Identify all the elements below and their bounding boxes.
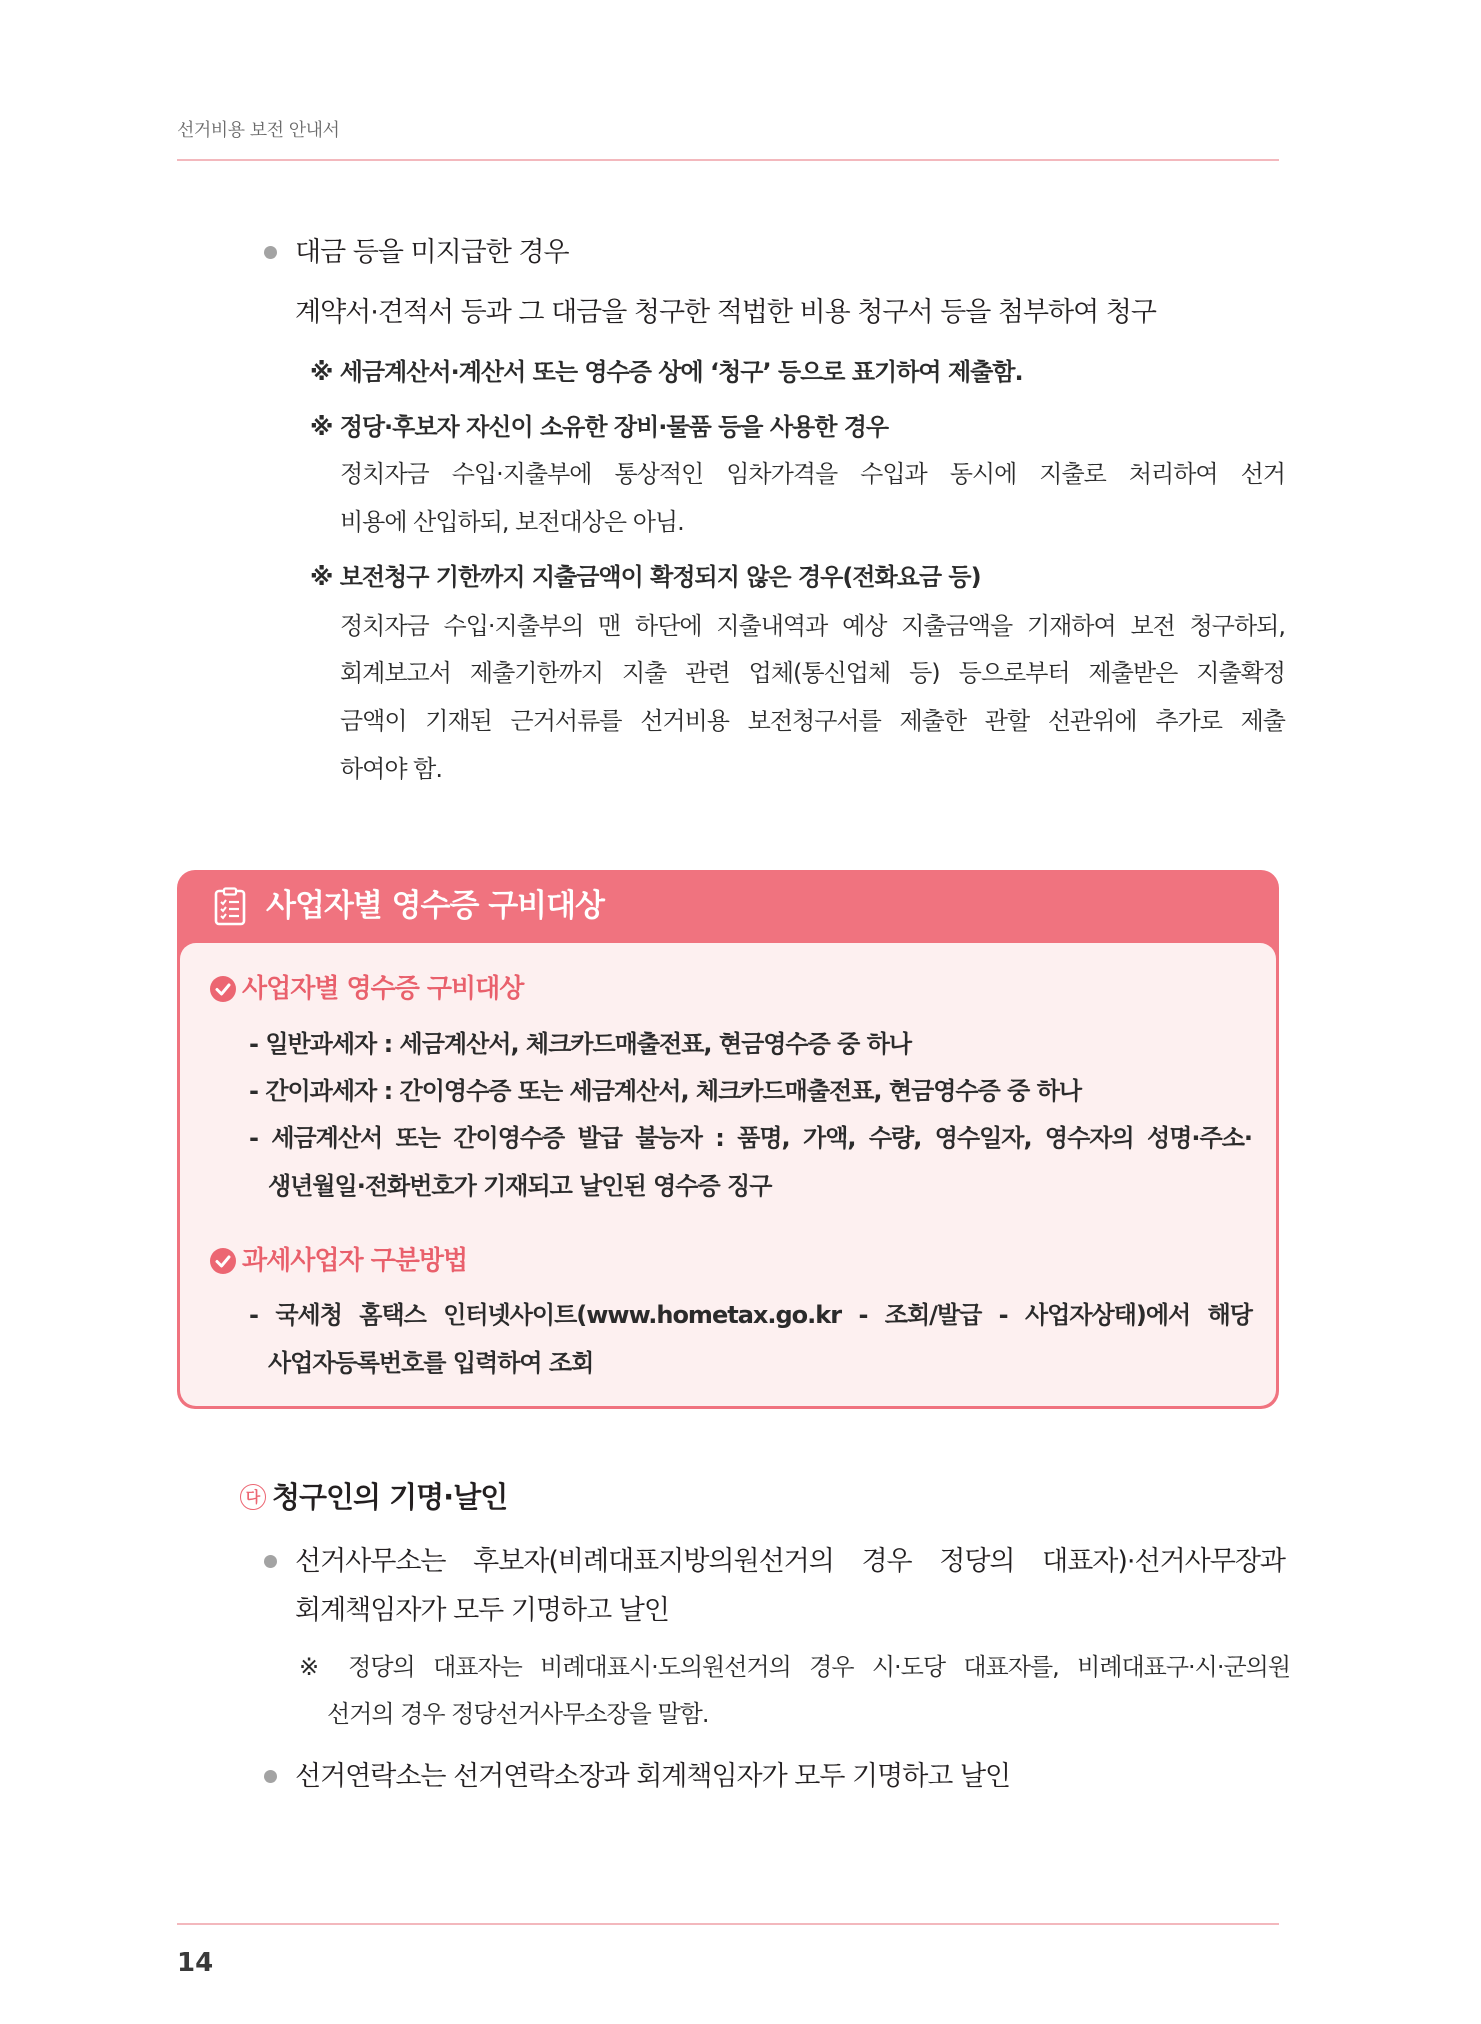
box-content-panel	[180, 943, 1276, 1406]
note-party-representative: ※ 정당의 대표자는 비례대표시·도의원선거의 경우 시·도당 대표자를, 비례대표구·시·군의원	[299, 1653, 1290, 1681]
bullet-dot-icon	[264, 1770, 277, 1783]
check-circle-icon	[210, 976, 236, 1002]
note-invoice-title: ※ 세금계산서·계산서 또는 영수증 상에 ‘청구’ 등으로 표기하여 제출함.	[310, 358, 1023, 386]
note-own-equipment-title: ※ 정당·후보자 자신이 소유한 장비·물품 등을 사용한 경우	[310, 413, 889, 441]
footer-divider	[177, 1923, 1279, 1925]
list-item: - 세금계산서 또는 간이영수증 발급 불능자 : 품명, 가액, 수량, 영수일자, 영수자의 성명·주소·	[249, 1124, 1252, 1152]
check-circle-icon	[210, 1248, 236, 1274]
bullet-election-office-continuation: 회계책임자가 모두 기명하고 날인	[295, 1595, 669, 1626]
bullet-election-office: 선거사무소는 후보자(비례대표지방의원선거의 경우 정당의 대표자)·선거사무장과	[295, 1546, 1285, 1577]
bullet-unpaid: 대금 등을 미지급한 경우	[295, 237, 569, 268]
note-own-equipment-line: 정치자금 수입·지출부에 통상적인 임차가격을 수입과 동시에 지출로 처리하여 선거	[340, 460, 1285, 488]
list-item: - 간이과세자 : 간이영수증 또는 세금계산서, 체크카드매출전표, 현금영수증 중 하나	[249, 1077, 1082, 1105]
note-own-equipment-line: 비용에 산입하되, 보전대상은 아님.	[340, 508, 684, 536]
list-item: - 국세청 홈택스 인터넷사이트(www.hometax.go.kr - 조회/발급 - 사업자상태)에서 해당	[249, 1301, 1252, 1329]
list-item: - 일반과세자 : 세금계산서, 체크카드매출전표, 현금영수증 중 하나	[249, 1030, 912, 1058]
note-unconfirmed-line: 정치자금 수입·지출부의 맨 하단에 지출내역과 예상 지출금액을 기재하여 보전 청구하되,	[340, 612, 1285, 640]
note-unconfirmed-line: 회계보고서 제출기한까지 지출 관련 업체(통신업체 등) 등으로부터 제출받은 지출확정	[340, 659, 1285, 687]
section-marker-circle: 다	[240, 1484, 266, 1510]
bullet-dot-icon	[264, 1555, 277, 1568]
note-unconfirmed-line: 하여야 함.	[340, 755, 442, 783]
subheading-receipt-types: 사업자별 영수증 구비대상	[242, 974, 524, 1004]
receipt-info-box	[177, 870, 1279, 1409]
bullet-dot-icon	[264, 246, 277, 259]
page-number: 14	[177, 1948, 214, 1978]
list-item-continuation: 생년월일·전화번호가 기재되고 날인된 영수증 징구	[268, 1172, 772, 1200]
box-title: 사업자별 영수증 구비대상	[266, 888, 604, 924]
note-unconfirmed-title: ※ 보전청구 기한까지 지출금액이 확정되지 않은 경우(전화요금 등)	[310, 563, 981, 591]
note-unconfirmed-line: 금액이 기재된 근거서류를 선거비용 보전청구서를 제출한 관할 선관위에 추가로 제출	[340, 707, 1285, 735]
section-heading: 청구인의 기명·날인	[272, 1480, 508, 1514]
header-divider	[177, 159, 1279, 161]
subheading-business-check: 과세사업자 구분방법	[242, 1246, 468, 1276]
checklist-icon	[210, 887, 250, 927]
bullet-liaison-office: 선거연락소는 선거연락소장과 회계책임자가 모두 기명하고 날인	[295, 1761, 1011, 1792]
list-item-continuation: 사업자등록번호를 입력하여 조회	[268, 1349, 594, 1377]
note-party-representative-continuation: 선거의 경우 정당선거사무소장을 말함.	[327, 1700, 709, 1728]
unpaid-description: 계약서·견적서 등과 그 대금을 청구한 적법한 비용 청구서 등을 첨부하여 청구	[295, 297, 1156, 328]
running-header: 선거비용 보전 안내서	[177, 120, 340, 141]
